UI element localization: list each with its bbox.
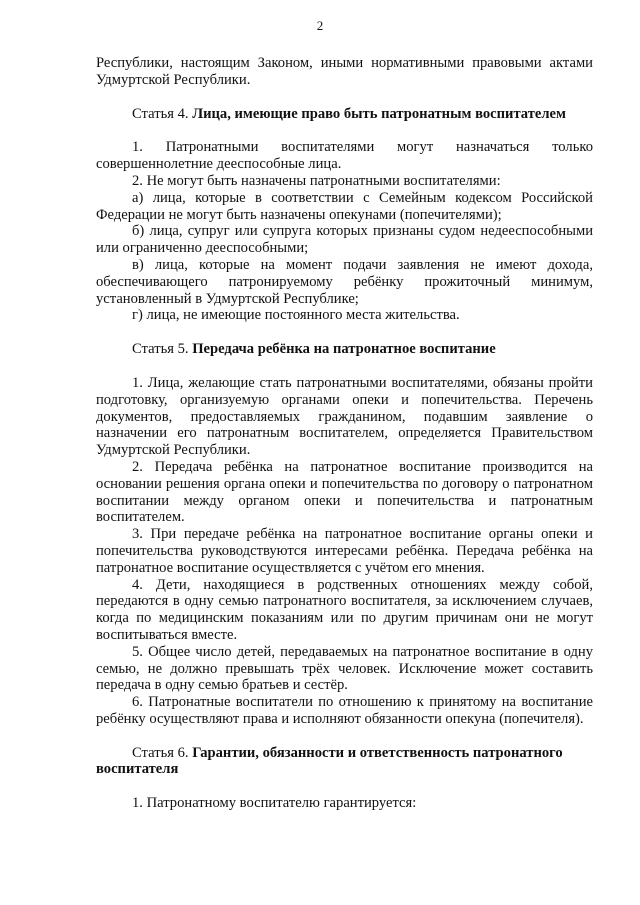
article-6-paragraph: 1. Патронатному воспитателю гарантируется: xyxy=(132,795,417,812)
article-5-heading xyxy=(96,341,593,358)
article-4-paragraph: в) лица, которые на момент подачи заявления не имеют дохода, обеспечивающего патронируемому ребёнку прожиточный минимум, установленный в Удмуртской Республике; xyxy=(96,256,593,307)
intro-paragraph: Республики, настоящим Законом, иными нормативными правовыми актами Удмуртской Республики. xyxy=(96,55,593,88)
article-5-paragraph: 1. Лица, желающие стать патронатными воспитателями, обязаны пройти подготовку, организуемую органами опеки и попечительства. Перечень документов, предоставляемых гражданином, подавшим заявление о назначении его патронатным воспитателем, определяется Правительством Удмуртской Республики. xyxy=(96,374,593,459)
article-5-paragraph: 3. При передаче ребёнка на патронатное воспитание органы опеки и попечительства руководствуются интересами ребёнка. Передача ребёнка на патронатное воспитание осуществляется с учётом его мнения. xyxy=(96,526,593,576)
article-4-paragraph: а) лица, которые в соответствии с Семейным кодексом Российской Федерации не могут быть назначены опекунами (попечителями); xyxy=(96,189,593,223)
article-4-title: Лица, имеющие право быть патронатным воспитателем xyxy=(192,105,566,122)
article-4-paragraph: 2. Не могут быть назначены патронатными воспитателями: xyxy=(132,172,501,189)
article-6-title: Гарантии, обязанности и ответственность патронатного воспитателя xyxy=(96,744,563,778)
article-5-paragraph: 5. Общее число детей, передаваемых на патронатное воспитание в одну семью, не должно превышать трёх человек. Исключение может составить передача в одну семью братьев и сестёр. xyxy=(96,643,593,694)
page-number: 2 xyxy=(316,18,324,33)
document-body xyxy=(96,55,593,812)
article-4-label: Статья 4. xyxy=(132,105,189,122)
article-5-label: Статья 5. xyxy=(132,341,189,358)
article-4-heading xyxy=(96,106,593,123)
article-5-title: Передача ребёнка на патронатное воспитание xyxy=(192,341,496,358)
article-4-paragraph: 1. Патронатными воспитателями могут назначаться только совершеннолетние дееспособные лица. xyxy=(96,139,593,173)
article-4-paragraph: г) лица, не имеющие постоянного места жительства. xyxy=(132,307,460,324)
article-4-paragraph: б) лица, супруг или супруга которых признаны судом недееспособными или ограниченно дееспособными; xyxy=(96,223,593,257)
article-5-paragraph: 2. Передача ребёнка на патронатное воспитание производится на основании решения органа опеки и попечительства по договору о патронатном воспитании между органом опеки и попечительства и патронатным воспитателем. xyxy=(96,458,593,526)
article-5-paragraph: 6. Патронатные воспитатели по отношению к принятому на воспитание ребёнку осуществляют права и исполняют обязанности опекуна (попечителя). xyxy=(96,694,593,727)
article-5-paragraph: 4. Дети, находящиеся в родственных отношениях между собой, передаются в одну семью патронатного воспитателя, за исключением случаев, когда по медицинским показаниям или по другим причинам они не могут воспитываться вместе. xyxy=(96,576,593,643)
article-6-heading xyxy=(96,745,593,779)
article-6-label: Статья 6. xyxy=(132,744,189,761)
